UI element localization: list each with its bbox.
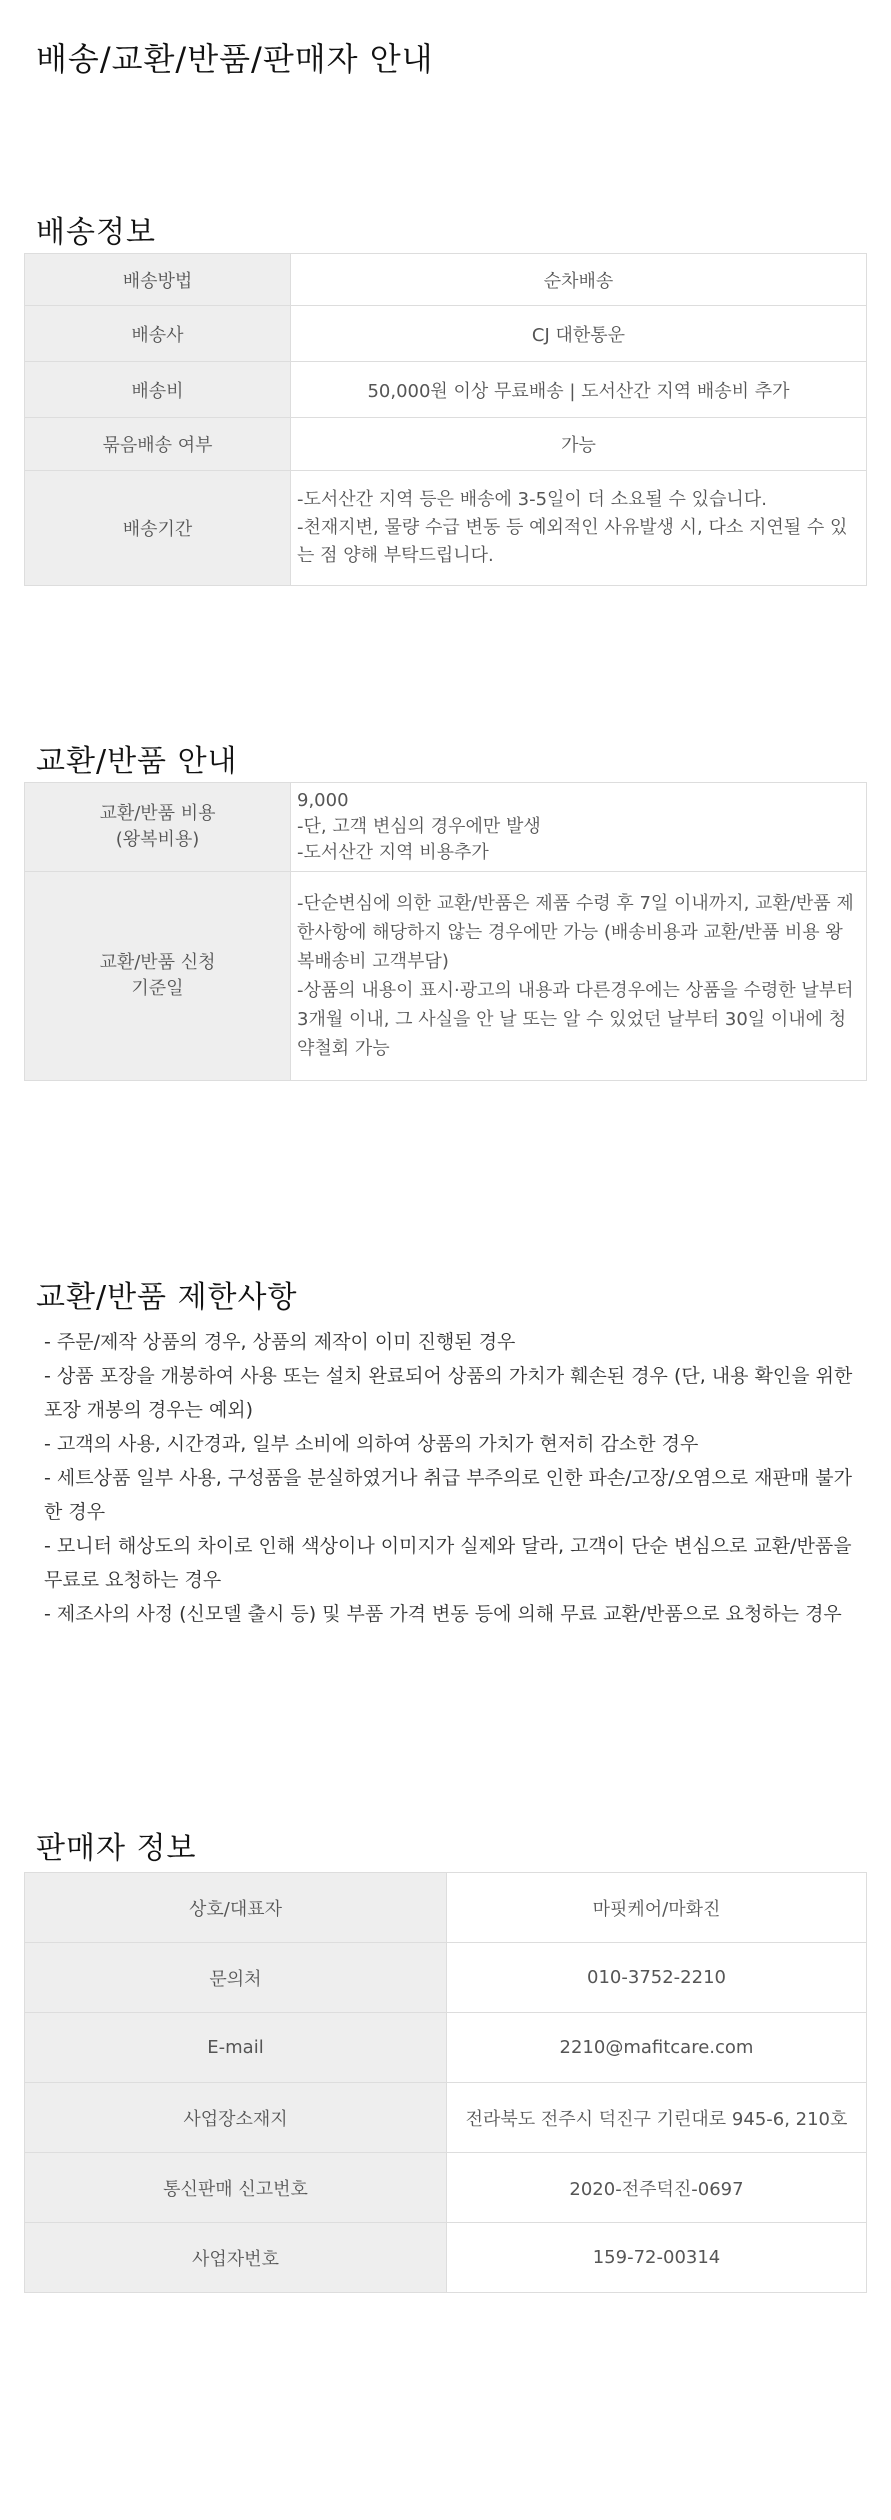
shipping-table <box>24 253 867 586</box>
carrier-label: 배송사 <box>25 306 291 362</box>
bundle-shipping-value: 가능 <box>291 418 867 471</box>
company-representative-value: 마핏케어/마화진 <box>447 1873 867 1943</box>
business-number-value: 159-72-00314 <box>447 2223 867 2293</box>
shipping-method-value: 순차배송 <box>291 254 867 306</box>
table-row <box>25 306 867 362</box>
page-title: 배송/교환/반품/판매자 안내 <box>36 40 434 78</box>
email-value: 2210@mafitcare.com <box>447 2013 867 2083</box>
list-item: - 상품 포장을 개봉하여 사용 또는 설치 완료되어 상품의 가치가 훼손된 경우 (단, 내용 확인을 위한 포장 개봉의 경우는 예외) <box>44 1365 853 1421</box>
list-item: - 제조사의 사정 (신모델 출시 등) 및 부품 가격 변동 등에 의해 무료 교환/반품으로 요청하는 경우 <box>44 1603 842 1625</box>
exchange-request-label: 교환/반품 신청 기준일 <box>25 872 291 1081</box>
table-row <box>25 418 867 471</box>
shipping-method-label: 배송방법 <box>25 254 291 306</box>
table-row <box>25 2013 867 2083</box>
carrier-value: CJ 대한통운 <box>291 306 867 362</box>
list-item: - 세트상품 일부 사용, 구성품을 분실하였거나 취급 부주의로 인한 파손/고장/오염으로 재판매 불가한 경우 <box>44 1467 852 1523</box>
list-item: - 모니터 해상도의 차이로 인해 색상이나 이미지가 실제와 달라, 고객이 단순 변심으로 교환/반품을 무료로 요청하는 경우 <box>44 1535 852 1591</box>
exchange-cost-label: 교환/반품 비용 (왕복비용) <box>25 783 291 872</box>
table-row <box>25 1873 867 1943</box>
table-row <box>25 1943 867 2013</box>
table-row <box>25 254 867 306</box>
seller-section-title: 판매자 정보 <box>36 1831 197 1866</box>
shipping-period-value: -도서산간 지역 등은 배송에 3-5일이 더 소요될 수 있습니다. -천재지변, 물량 수급 변동 등 예외적인 사유발생 시, 다소 지연될 수 있는 점 양해 부탁드립니다. <box>291 471 867 586</box>
list-item: - 고객의 사용, 시간경과, 일부 소비에 의하여 상품의 가치가 현저히 감소한 경우 <box>44 1433 699 1455</box>
business-number-label: 사업자번호 <box>25 2223 447 2293</box>
table-row <box>25 362 867 418</box>
list-item: - 주문/제작 상품의 경우, 상품의 제작이 이미 진행된 경우 <box>44 1331 516 1353</box>
business-address-label: 사업장소재지 <box>25 2083 447 2153</box>
mail-order-number-label: 통신판매 신고번호 <box>25 2153 447 2223</box>
contact-value: 010-3752-2210 <box>447 1943 867 2013</box>
table-row <box>25 2153 867 2223</box>
exchange-table <box>24 782 867 1081</box>
shipping-period-label: 배송기간 <box>25 471 291 586</box>
restrictions-section-title: 교환/반품 제한사항 <box>36 1280 298 1315</box>
shipping-fee-value: 50,000원 이상 무료배송 | 도서산간 지역 배송비 추가 <box>291 362 867 418</box>
shipping-section-title: 배송정보 <box>36 215 156 250</box>
contact-label: 문의처 <box>25 1943 447 2013</box>
exchange-section-title: 교환/반품 안내 <box>36 744 238 779</box>
business-address-value: 전라북도 전주시 덕진구 기린대로 945-6, 210호 <box>447 2083 867 2153</box>
table-row <box>25 872 867 1081</box>
mail-order-number-value: 2020-전주덕진-0697 <box>447 2153 867 2223</box>
table-row <box>25 2083 867 2153</box>
exchange-cost-value: 9,000 -단, 고객 변심의 경우에만 발생 -도서산간 지역 비용추가 <box>291 783 867 872</box>
restrictions-list <box>44 1325 854 1631</box>
table-row <box>25 783 867 872</box>
email-label: E-mail <box>25 2013 447 2083</box>
shipping-fee-label: 배송비 <box>25 362 291 418</box>
bundle-shipping-label: 묶음배송 여부 <box>25 418 291 471</box>
seller-table <box>24 1872 867 2293</box>
table-row <box>25 471 867 586</box>
table-row <box>25 2223 867 2293</box>
company-representative-label: 상호/대표자 <box>25 1873 447 1943</box>
exchange-request-value: -단순변심에 의한 교환/반품은 제품 수령 후 7일 이내까지, 교환/반품 제한사항에 해당하지 않는 경우에만 가능 (배송비용과 교환/반품 비용 왕복배송비 고객부담) -상품의 내용이 표시·광고의 내용과 다른경우에는 상품을 수령한 날부터 3개월 이내, 그 사실을 안 날 또는 알 수 있었던 날부터 30일 이내에 청약철회 가능 <box>291 872 867 1081</box>
